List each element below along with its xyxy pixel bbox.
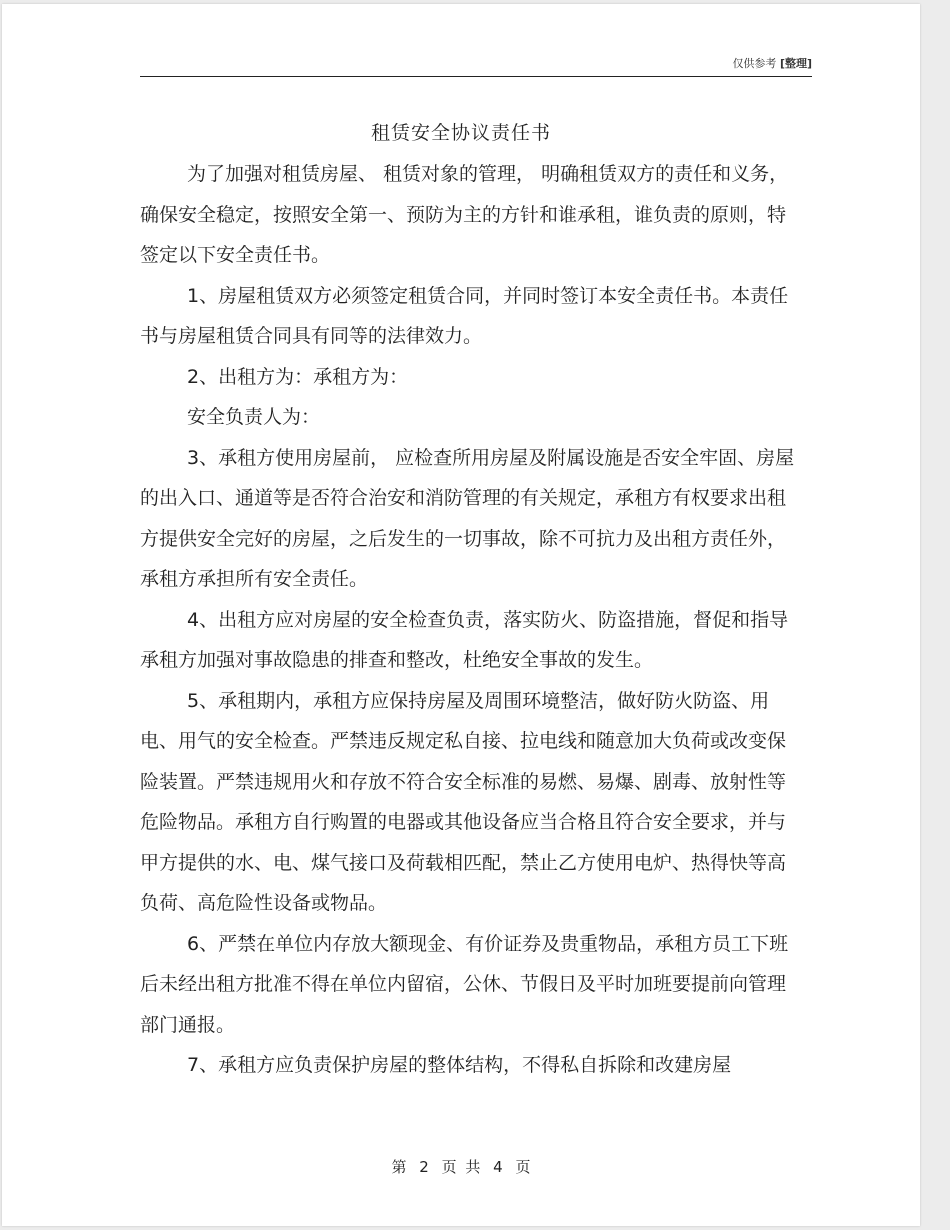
paragraph-clause-7: 7、承租方应负责保护房屋的整体结构，不得私自拆除和改建房屋 [187,1054,732,1076]
document-page [2,4,920,1226]
header-note-tag: [整理] [779,57,812,70]
paragraph-clause-1: 1、房屋租赁双方必须签定租赁合同，并同时签订本安全责任书。本责任书与房屋租赁合同具有同等的法律效力。 [140,284,789,347]
paragraph-safety-officer: 安全负责人为： [187,406,321,428]
paragraph-clause-2: 2、出租方为：承租方为： [187,365,409,388]
header-note [732,55,812,71]
footer-suffix: 页 [515,1158,531,1176]
document-title: 租赁安全协议责任书 [370,122,551,144]
header-note-text: 仅供参考 [732,57,777,70]
paragraph-clause-3: 3、承租方使用房屋前， 应检查所用房屋及附属设施是否安全牢固、房屋的出入口、通道等是否符合治安和消防管理的有关规定，承租方有权要求出租方提供安全完好的房屋，之后发生的一切事故，除不可抗力及出租方责任外，承租方承担所有安全责任。 [140,446,795,590]
footer-total-pages: 4 [493,1158,503,1176]
footer-prefix: 第 [391,1158,407,1176]
footer-mid: 页 共 [441,1158,481,1176]
header-divider [140,76,812,77]
footer-current-page: 2 [419,1158,429,1176]
paragraph-clause-5: 5、承租期内，承租方应保持房屋及周围环境整洁，做好防火防盗、用电、用气的安全检查。严禁违反规定私自接、拉电线和随意加大负荷或改变保险装置。严禁违规用火和存放不符合安全标准的易燃、易爆、剧毒、放射性等危险物品。承租方自行购置的电器或其他设备应当合格且符合安全要求，并与甲方提供的水、电、煤气接口及荷载相匹配，禁止乙方使用电炉、热得快等高负荷、高危险性设备或物品。 [140,689,787,914]
paragraph-clause-4: 4、出租方应对房屋的安全检查负责，落实防火、防盗措施，督促和指导承租方加强对事故隐患的排查和整改，杜绝安全事故的发生。 [140,608,789,671]
document-body [140,154,800,1086]
paragraph-clause-6: 6、严禁在单位内存放大额现金、有价证券及贵重物品，承租方员工下班后未经出租方批准不得在单位内留宿，公休、节假日及平时加班要提前向管理部门通报。 [140,932,789,1036]
paragraph-intro: 为了加强对租赁房屋、 租赁对象的管理， 明确租赁双方的责任和义务，确保安全稳定，按照安全第一、预防为主的方针和谁承租，谁负责的原则，特签定以下安全责任书。 [140,163,789,266]
page-footer [2,1156,920,1177]
